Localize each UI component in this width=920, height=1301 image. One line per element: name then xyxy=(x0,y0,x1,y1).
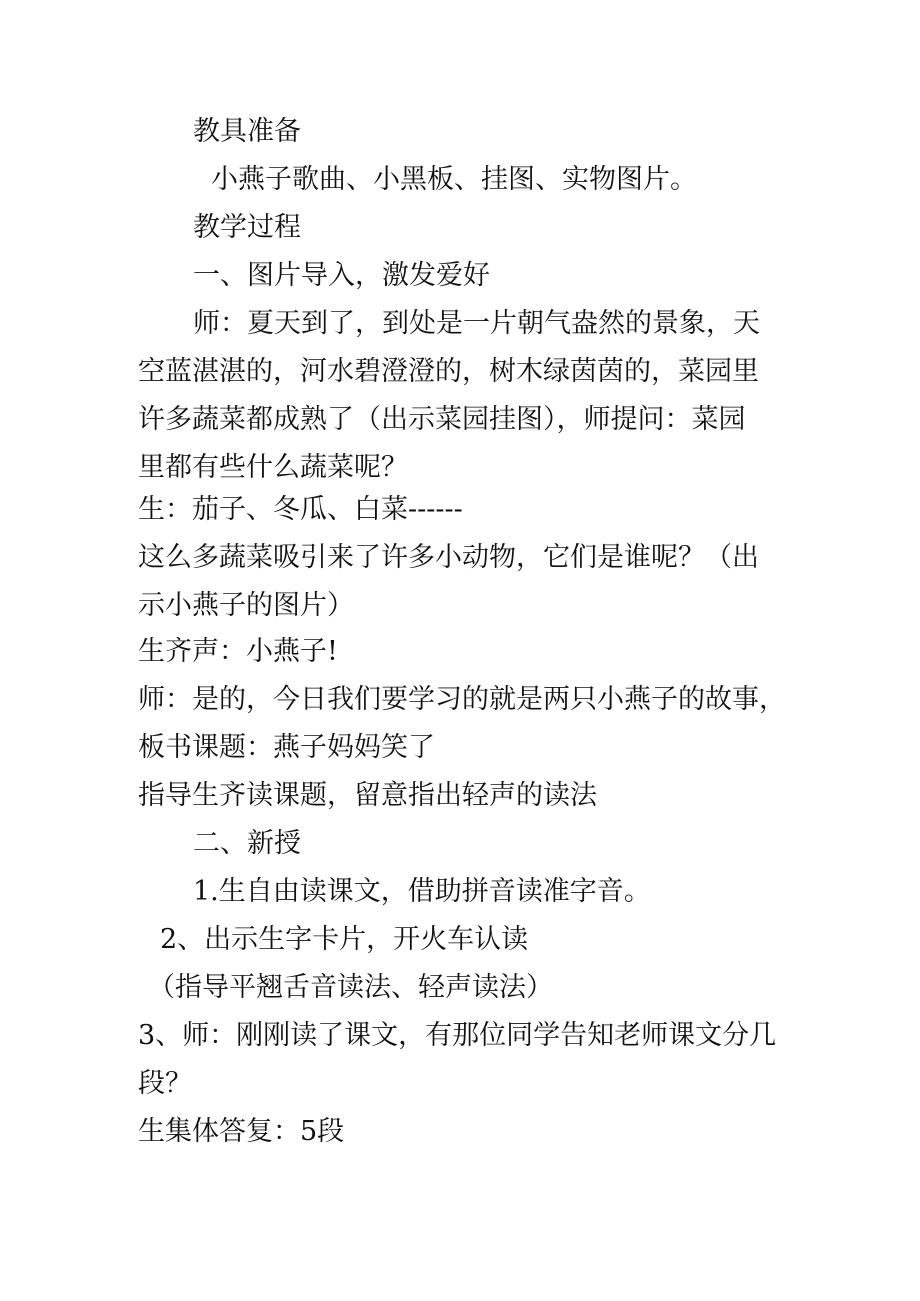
list-item: 2、出示生字卡片，开火车认读 xyxy=(160,924,529,955)
heading-teaching-process: 教学过程 xyxy=(193,212,301,243)
student-answer-line: 生集体答复：5段 xyxy=(138,1116,345,1147)
teaching-aids-list: 小燕子歌曲、小黑板、挂图、实物图片。 xyxy=(211,164,697,195)
student-answer-line: 生齐声：小燕子! xyxy=(138,636,338,667)
paragraph-line: 师：夏天到了，到处是一片朝气盎然的景象，天 xyxy=(193,308,760,339)
paragraph-line: 板书课题：燕子妈妈笑了 xyxy=(138,732,435,763)
paragraph-line: 段？ xyxy=(138,1068,192,1099)
paragraph-line: 指导生齐读课题，留意指出轻声的读法 xyxy=(138,780,597,811)
paragraph-line: 许多蔬菜都成熟了（出示菜园挂图），师提问：菜园 xyxy=(138,404,746,435)
paragraph-line: 示小燕子的图片） xyxy=(138,590,354,621)
paragraph-line: 里都有些什么蔬菜呢？ xyxy=(138,452,408,483)
heading-teaching-aids: 教具准备 xyxy=(193,116,301,147)
paragraph-line: （指导平翘舌音读法、轻声读法） xyxy=(148,972,553,1003)
student-answer-line: 生：茄子、冬瓜、白菜------ xyxy=(138,494,463,525)
list-item: 1.生自由读课文，借助拼音读准字音。 xyxy=(193,876,651,907)
paragraph-line: 师：是的，今日我们要学习的就是两只小燕子的故事， xyxy=(138,684,786,715)
section-heading-1: 一、图片导入，激发爱好 xyxy=(193,260,490,291)
paragraph-line: 空蓝湛湛的，河水碧澄澄的，树木绿茵茵的，菜园里 xyxy=(138,356,759,387)
paragraph-line: 这么多蔬菜吸引来了许多小动物，它们是谁呢？（出 xyxy=(138,542,759,573)
section-heading-2: 二、新授 xyxy=(193,828,301,859)
list-item: 3、师：刚刚读了课文，有那位同学告知老师课文分几 xyxy=(138,1020,777,1051)
